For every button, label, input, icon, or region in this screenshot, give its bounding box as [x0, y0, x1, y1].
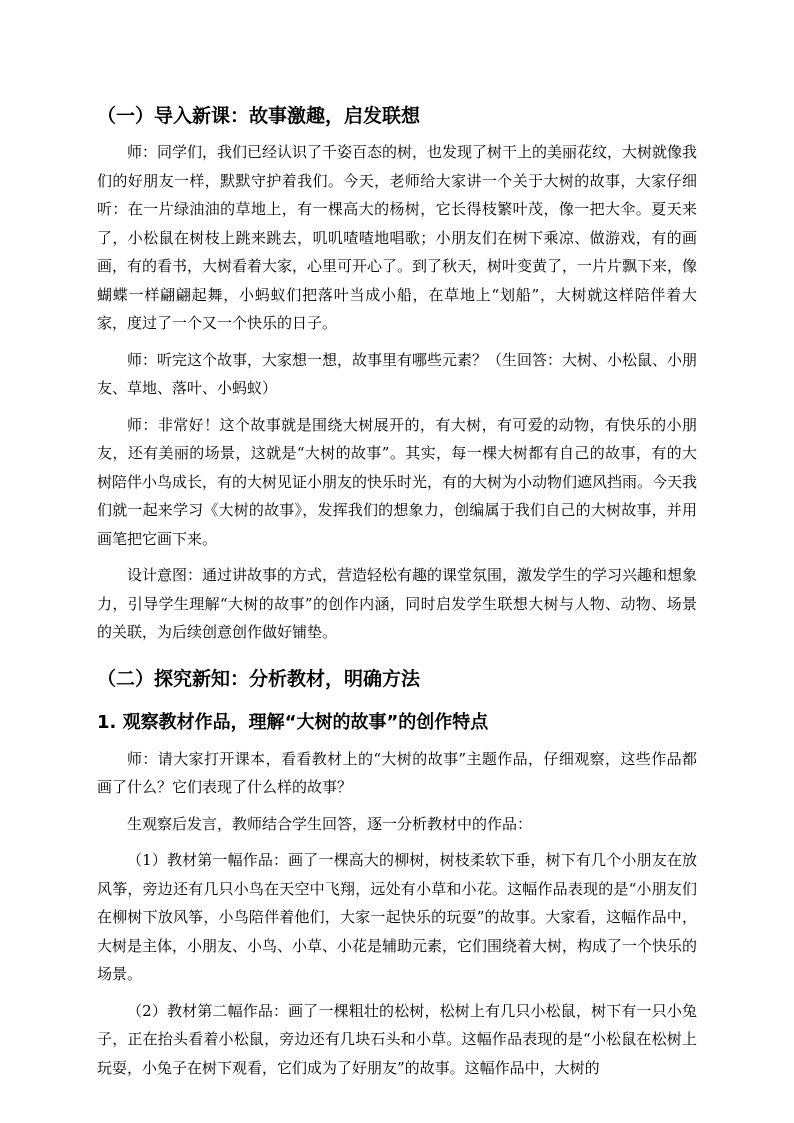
paragraph: 设计意图：通过讲故事的方式，营造轻松有趣的课堂氛围，激发学生的学习兴趣和想象力，引导学生理解“大树的故事”的创作内涵，同时启发学生联想大树与人物、动物、场景的关联，为后续创意创作做好铺垫。: [97, 566, 698, 641]
document-page: [97, 88, 697, 1082]
paragraph: 师：同学们，我们已经认识了千姿百态的树，也发现了树干上的美丽花纹，大树就像我们的好朋友一样，默默守护着我们。今天，老师给大家讲一个关于大树的故事，大家仔细听：在一片绿油油的草地上，有一棵高大的杨树，它长得枝繁叶茂，像一把大伞。夏天来了，小松鼠在树枝上跳来跳去，叽叽喳喳地唱歌；小朋友们在树下乘凉、做游戏，有的画画，有的看书，大树看着大家，心里可开心了。到了秋天，树叶变黄了，一片片飘下来，像蝴蝶一样翩翩起舞，小蚂蚁们把落叶当成小船，在草地上“划船”，大树就这样陪伴着大家，度过了一个又一个快乐的日子。: [97, 143, 698, 332]
section-heading-intro: （一）导入新课：故事激趣，启发联想: [97, 105, 421, 127]
section-heading-explore: （二）探究新知：分析教材，明确方法: [97, 667, 421, 690]
paragraph: 师：听完这个故事，大家想一想，故事里有哪些元素？（生回答：大树、小松鼠、小朋友、草地、落叶、小蚂蚁）: [97, 350, 698, 397]
paragraph: 师：非常好！这个故事就是围绕大树展开的，有大树，有可爱的动物，有快乐的小朋友，还有美丽的场景，这就是“大树的故事”。其实，每一棵大树都有自己的故事，有的大树陪伴小鸟成长，有的大树见证小朋友的快乐时光，有的大树为小动物们遮风挡雨。今天我们就一起来学习《大树的故事》，发挥我们的想象力，创编属于我们自己的大树故事，并用画笔把它画下来。: [97, 415, 698, 548]
paragraph: 生观察后发言，教师结合学生回答，逐一分析教材中的作品：: [127, 814, 533, 833]
paragraph: （2）教材第二幅作品：画了一棵粗壮的松树，松树上有几只小松鼠，树下有一只小兔子，正在抬头看着小松鼠，旁边还有几块石头和小草。这幅作品表现的是“小松鼠在松树上玩耍，小兔子在树下观看，它们成为了好朋友”的故事。这幅作品中，大树的: [97, 1001, 697, 1077]
paragraph: 师：请大家打开课本，看看教材上的“大树的故事”主题作品，仔细观察，这些作品都画了什么？它们表现了什么样的故事？: [97, 749, 697, 796]
paragraph: （1）教材第一幅作品：画了一棵高大的柳树，树枝柔软下垂，树下有几个小朋友在放风筝，旁边还有几只小鸟在天空中飞翔，远处有小草和小花。这幅作品表现的是“小朋友们在柳树下放风筝，小鸟陪伴着他们，大家一起快乐的玩耍”的故事。大家看，这幅作品中，大树是主体，小朋友、小鸟、小草、小花是辅助元素，它们围绕着大树，构成了一个快乐的场景。: [97, 851, 698, 983]
subsection-heading: 1. 观察教材作品，理解“大树的故事”的创作特点: [97, 711, 489, 733]
